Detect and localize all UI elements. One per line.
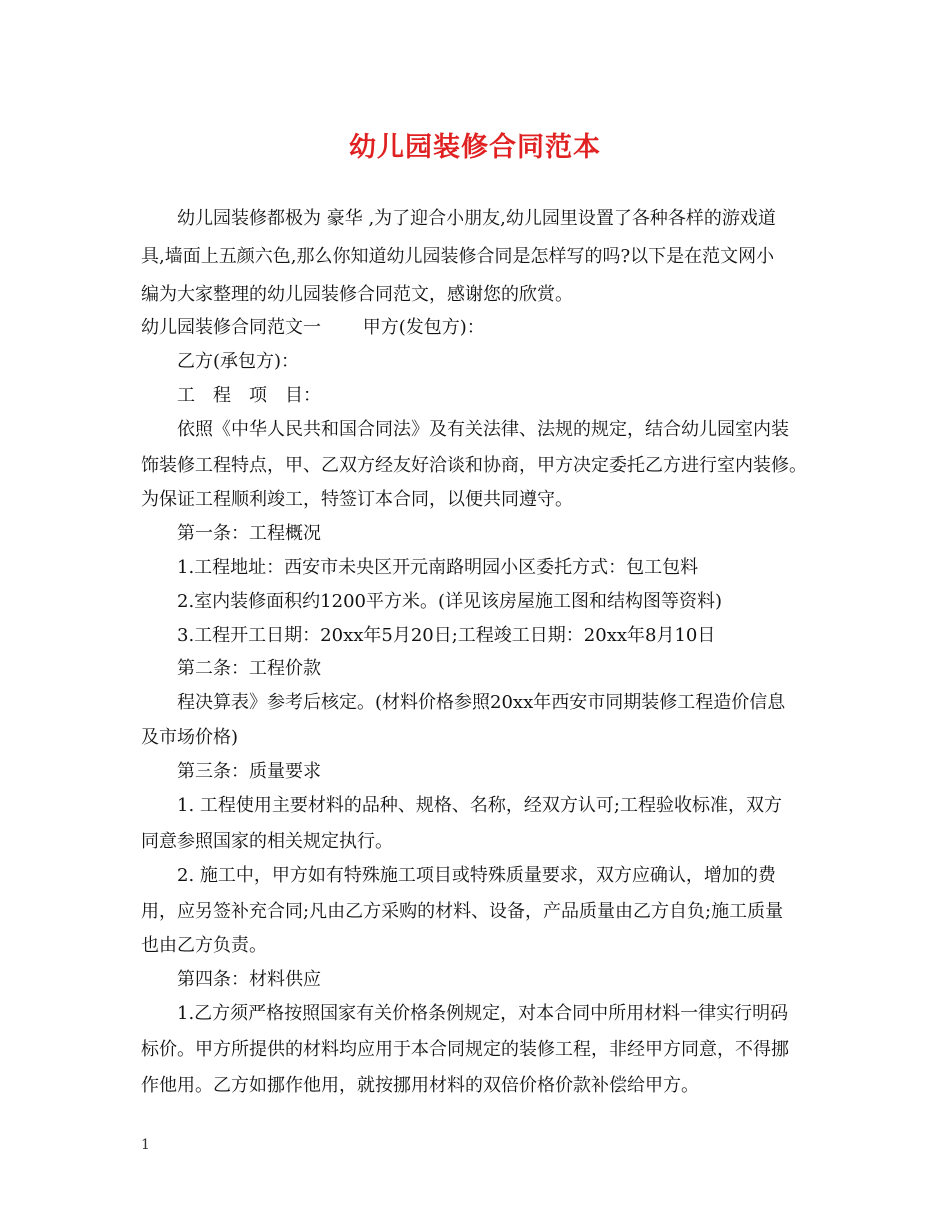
paragraph-line: 乙方(承包方)： xyxy=(177,351,300,372)
paragraph-line: 1.乙方须严格按照国家有关价格条例规定，对本合同中所用材料一律实行明码 xyxy=(177,1003,789,1024)
paragraph-line: 同意参照国家的相关规定执行。 xyxy=(141,831,393,852)
paragraph-line: 1.工程地址：西安市未央区开元南路明园小区委托方式：包工包料 xyxy=(177,557,699,578)
paragraph-line: 幼儿园装修合同范文一 甲方(发包方)： xyxy=(141,317,485,338)
paragraph-line: 2. 施工中，甲方如有特殊施工项目或特殊质量要求，双方应确认，增加的费 xyxy=(177,865,776,886)
paragraph-line: 标价。甲方所提供的材料均应用于本合同规定的装修工程，非经甲方同意，不得挪 xyxy=(141,1039,789,1060)
paragraph-line: 为保证工程顺利竣工，特签订本合同，以便共同遵守。 xyxy=(141,489,573,510)
paragraph-line: 具,墙面上五颜六色,那么你知道幼儿园装修合同是怎样写的吗?以下是在范文网小 xyxy=(141,246,775,267)
paragraph-line: 程决算表》参考后核定。(材料价格参照20xx年西安市同期装修工程造价信息 xyxy=(177,692,786,713)
paragraph-line: 及市场价格) xyxy=(141,727,239,748)
paragraph-line: 2.室内装修面积约1200平方米。(详见该房屋施工图和结构图等资料) xyxy=(177,591,723,612)
paragraph-line: 依照《中华人民共和国合同法》及有关法律、法规的规定，结合幼儿园室内装 xyxy=(177,419,789,440)
paragraph-line: 工 程 项 目： xyxy=(177,385,321,406)
page-number: 1 xyxy=(141,1137,150,1153)
paragraph-line: 也由乙方负责。 xyxy=(141,935,267,956)
paragraph-line: 幼儿园装修都极为 豪华 ,为了迎合小朋友,幼儿园里设置了各种各样的游戏道 xyxy=(177,208,776,229)
paragraph-line: 作他用。乙方如挪作他用，就按挪用材料的双倍价格价款补偿给甲方。 xyxy=(141,1075,699,1096)
paragraph-line: 用，应另签补充合同;凡由乙方采购的材料、设备，产品质量由乙方自负;施工质量 xyxy=(141,901,784,922)
section-heading: 第一条：工程概况 xyxy=(177,523,321,544)
section-heading: 第四条：材料供应 xyxy=(177,969,321,990)
paragraph-line: 编为大家整理的幼儿园装修合同范文，感谢您的欣赏。 xyxy=(141,284,573,305)
paragraph-line: 3.工程开工日期：20xx年5月20日;工程竣工日期：20xx年8月10日 xyxy=(177,625,716,646)
paragraph-line: 1. 工程使用主要材料的品种、规格、名称，经双方认可;工程验收标准，双方 xyxy=(177,795,782,816)
document-title: 幼儿园装修合同范本 xyxy=(349,132,601,163)
paragraph-line: 饰装修工程特点，甲、乙双方经友好洽谈和协商，甲方决定委托乙方进行室内装修。 xyxy=(141,455,807,476)
section-heading: 第三条：质量要求 xyxy=(177,761,321,782)
section-heading: 第二条：工程价款 xyxy=(177,658,321,679)
